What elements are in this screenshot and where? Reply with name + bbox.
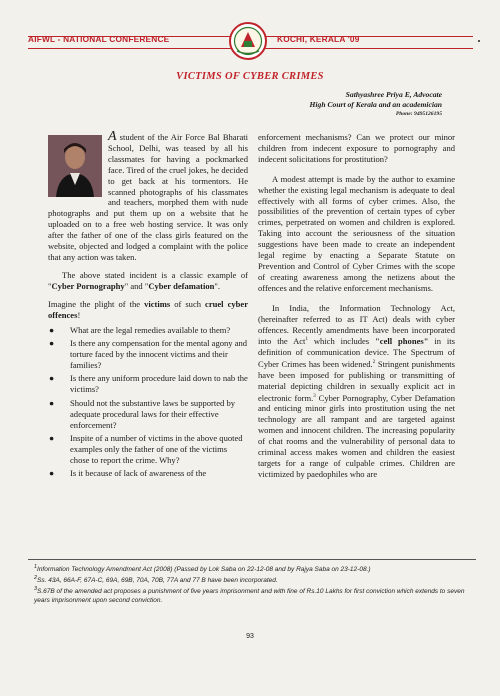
author-phone: Phone: 9495126195 <box>395 111 442 117</box>
footnote <box>34 563 474 574</box>
author-name: Sathyashree Priya E, Advocate <box>345 90 442 99</box>
header-mark <box>478 40 480 42</box>
footnote-divider <box>28 559 476 560</box>
imagine-text-2: of such <box>170 298 206 309</box>
example-text-2: " and " <box>124 280 149 291</box>
footnote-ref-3: 3 <box>313 393 316 399</box>
example-paragraph <box>48 270 248 292</box>
conference-name: AIFWL - NATIONAL CONFERENCE <box>28 34 170 44</box>
bullet-icon: ● <box>49 468 55 479</box>
list-item-text: Is there any uniform procedure laid down to nab the victims? <box>70 373 248 395</box>
page-number: 93 <box>246 633 254 640</box>
question-list <box>48 325 248 480</box>
list-item <box>48 433 248 466</box>
list-item <box>48 325 248 336</box>
footnote-number: 3 <box>34 586 38 593</box>
bullet-icon: ● <box>49 373 55 384</box>
list-item <box>48 373 248 395</box>
it-act-text-1: In India, the Information Technology Act, (hereinafter referred to as IT Act) deals with cyber offences. Recently amendments have been incorporated into the Act <box>258 302 455 347</box>
list-item-text: Should not the substantive laws be supported by adequate procedural laws for their effective enforcement? <box>70 397 235 430</box>
author-affiliation: High Court of Kerala and an academician <box>309 100 442 109</box>
footnote-number: 1 <box>34 564 38 570</box>
list-item <box>48 338 248 371</box>
aifwl-logo-icon <box>229 22 267 60</box>
footnotes <box>34 563 474 605</box>
footnote-text: S.67B of the amended act proposes a punishment of five years imprisonment and with fine of Rs.10 Lakhs for first conviction which extends to seven years imprisonment upon second conviction. <box>34 588 465 605</box>
list-item-text: Is it because of lack of awareness of the <box>70 468 207 479</box>
intro-paragraph-text: student of the Air Force Bal Bharati School, Delhi, was teased by all his classmates for having a pockmarked face. Tired of the cruel jokes, he decided to get back at his tormentors. He scanned photographs of his classmates and teachers, morphed them with nude photographs and put them up on a website that he uploaded on to a free web hosting service. It was only after the father of one of the class girls featured on the website, objected and lodged a complaint with the police that any action was taken. <box>48 132 248 262</box>
footnote <box>34 574 474 585</box>
it-act-text-4: Stringent punishments have been imposed for publishing or transmitting of material depicting children in sexually explicit act in electronic form. <box>258 358 455 403</box>
article-title: VICTIMS OF CYBER CRIMES <box>176 71 324 82</box>
it-act-text-5: Cyber Pornography, Cyber Defamation and enticing minor girls into prostitution using the net technology are all rampant and are targeted against women and innocent children. The increasing popularity of chat rooms and the vulnerability of personal data to criminal access makes women and children the easiest targets for a range of culpable crimes. Children are victimized by paedophiles who are <box>258 392 455 479</box>
term-cyber-pornography: Cyber Pornography <box>51 280 125 291</box>
bullet-icon: ● <box>49 338 55 348</box>
list-item <box>48 468 248 479</box>
imagine-text-3: ! <box>77 309 81 320</box>
list-item-text: Inspite of a number of victims in the above quoted examples only the father of one of the victims chose to report the crime. Why? <box>70 433 243 465</box>
it-act-text-2: which includes <box>307 336 376 347</box>
bullet-icon: ● <box>49 433 55 444</box>
author-photo <box>48 135 102 197</box>
imagine-text-1: Imagine the plight of the <box>48 298 145 309</box>
conference-location: KOCHI, KERALA '09 <box>277 34 360 44</box>
term-victims: victims <box>144 298 171 309</box>
footnote <box>34 585 474 605</box>
conference-header <box>0 14 500 54</box>
drop-cap: A <box>108 129 117 144</box>
example-text-1: The above stated incident is a classic example of " <box>48 269 248 291</box>
list-item-text: What are the legal remedies available to them? <box>70 324 231 335</box>
bullet-icon: ● <box>49 324 55 335</box>
footnote-ref-2: 2 <box>372 360 376 366</box>
left-column <box>48 129 248 482</box>
example-text-3: ". <box>214 280 221 291</box>
term-cruel-cyber-offences: cruel cyber offences <box>48 298 248 320</box>
bullet-icon: ● <box>49 397 55 408</box>
it-act-paragraph <box>258 303 455 480</box>
footnote-text: Ss. 43A, 66A-F, 67A-C, 69A, 69B, 70A, 70B, 77A and 77 B have been incorporated. <box>37 577 278 585</box>
footnote-number: 2 <box>34 575 38 582</box>
term-cyber-defamation: Cyber defamation <box>148 280 215 291</box>
enforcement-paragraph: enforcement mechanisms? Can we protect our minor children from indecent exposure to pornography and indecent solicitations for prostitution? <box>258 132 455 164</box>
author-block <box>310 90 442 119</box>
list-item-text: Is there any compensation for the mental agony and torture faced by the innocent victims and their families? <box>70 338 248 370</box>
footnote-ref-1: 1 <box>305 337 308 343</box>
it-act-text-3: in its definition of communication device. The Spectrum of Cyber Crimes has been widened. <box>258 336 456 369</box>
imagine-paragraph <box>48 299 248 321</box>
footnote-text: Information Technology Amendment Act (2008) (Passed by Lok Saba on 22-12-08 and by Rajya Saba on 23-12-08.) <box>37 566 371 574</box>
term-cell-phones: "cell phones" <box>375 336 429 347</box>
attempt-paragraph: A modest attempt is made by the author to examine whether the existing legal mechanism is adequate to deal effectively with all forms of cyber crimes. Also, the possibilities of the prevention of certain types of cyber crimes, perpetrated on women and children is explored. Taking into account the seriousness of the situation suggestions have been made to create an independent legal regime by enacting a Separate Statute on Prevention and Control of Cyber Crimes with the scope of creating awareness among the netizens about the offences and the relative enforcement mechanisms. <box>258 173 455 293</box>
list-item <box>48 398 248 431</box>
right-column <box>258 132 455 480</box>
